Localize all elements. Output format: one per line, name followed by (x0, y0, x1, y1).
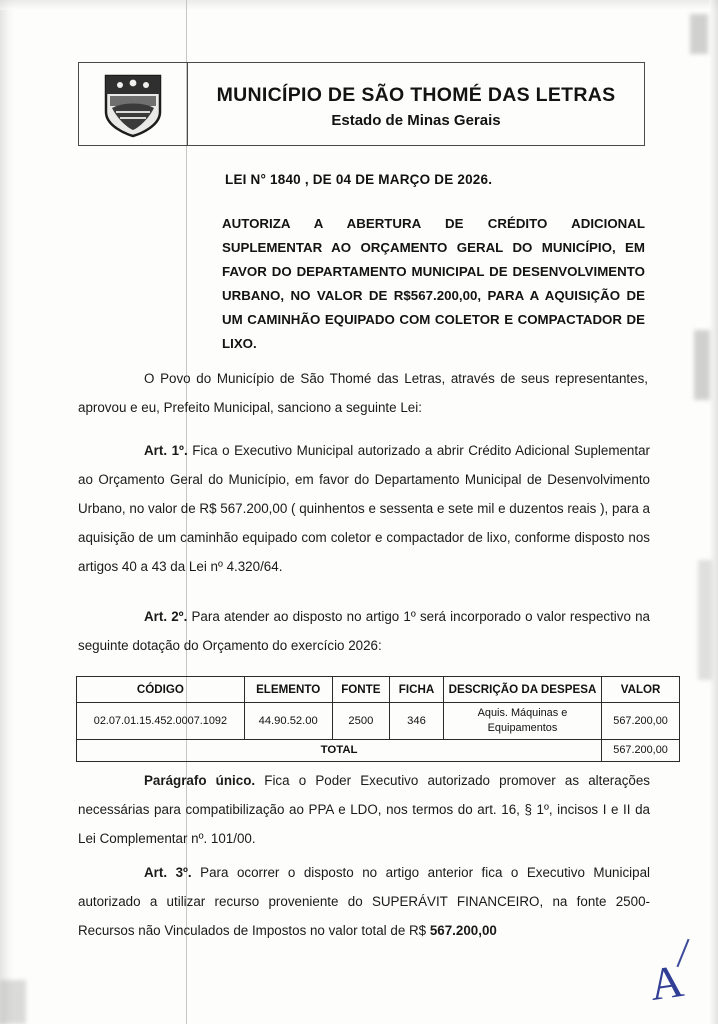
scan-smudge (694, 330, 710, 400)
law-number-line: LEI N° 1840 , DE 04 DE MARÇO DE 2026. (225, 172, 493, 187)
law-summary: AUTORIZA A ABERTURA DE CRÉDITO ADICIONAL SUPLEMENTAR AO ORÇAMENTO GERAL DO MUNICÍPIO, EM FAVOR DO DEPARTAMENTO MUNICIPAL DE DESENVOLVIMENTO URBANO, NO VALOR DE R$567.200,00, PARA A AQUISIÇÃO DE UM CAMINHÃO EQUIPADO COM COLETOR E COMPACTADOR DE LIXO. (222, 216, 645, 351)
cell-descricao: Aquis. Máquinas e Equipamentos (443, 703, 601, 740)
scan-edge-left (0, 0, 14, 1024)
handwritten-signature-icon (648, 944, 712, 1016)
scan-edge-top (0, 0, 718, 10)
scan-edge-right (709, 0, 718, 1024)
budget-table (76, 676, 680, 762)
article-2-paragraph (78, 602, 650, 660)
article-3-paragraph (78, 858, 650, 945)
state-subtitle: Estado de Minas Gerais (331, 111, 501, 129)
article-3-amount: 567.200,00 (429, 923, 497, 938)
scan-smudge (690, 14, 708, 54)
crest-cell (79, 63, 188, 145)
article-1-paragraph (78, 436, 650, 581)
article-2-text: Para atender ao disposto no artigo 1º será incorporado o valor respectivo na seguinte dotação do Orçamento do exercício 2026: (78, 609, 651, 653)
scan-smudge (0, 980, 26, 1024)
article-1-label: Art. 1º. (144, 443, 188, 458)
cell-valor: 567.200,00 (602, 703, 680, 740)
document-header (78, 62, 645, 146)
scan-smudge (698, 560, 712, 680)
col-elemento: ELEMENTO (244, 677, 332, 703)
table-total-row (77, 740, 680, 762)
preamble-paragraph: O Povo do Município de São Thomé das Letras, através de seus representantes, aprovou e eu, Prefeito Municipal, sanciono a seguinte Lei: (78, 371, 648, 415)
header-title-cell (188, 63, 644, 145)
col-valor: VALOR (602, 677, 680, 703)
coat-of-arms-icon (102, 72, 164, 136)
article-1-text: Fica o Executivo Municipal autorizado a abrir Crédito Adicional Suplementar ao Orçamento Geral do Município, em favor do Departamento Municipal de Desenvolvimento Urbano, no valor de R$ 567.200,00 ( quinhentos e sessenta e sete mil e duzentos reais ), para a aquisição de um caminhão equipado com coletor e compactador de lixo, conforme disposto nos artigos 40 a 43 da Lei nº 4.320/64. (78, 443, 650, 574)
signature-mark: A (646, 954, 687, 1011)
article-2-label: Art. 2º. (144, 609, 188, 624)
cell-ficha: 346 (390, 703, 444, 740)
total-label: TOTAL (77, 740, 602, 762)
article-3-text: Para ocorrer o disposto no artigo anterior fica o Executivo Municipal autorizado a utilizar recurso proveniente do SUPERÁVIT FINANCEIRO, na fonte 2500- Recursos não Vinculados de Impostos no valor total de R$ (78, 865, 650, 938)
col-descricao: DESCRIÇÃO DA DESPESA (443, 677, 601, 703)
paragrafo-unico-paragraph (78, 766, 650, 853)
total-value: 567.200,00 (602, 740, 680, 762)
table-row (77, 703, 680, 740)
col-fonte: FONTE (332, 677, 390, 703)
col-codigo: CÓDIGO (77, 677, 245, 703)
col-ficha: FICHA (390, 677, 444, 703)
cell-fonte: 2500 (332, 703, 390, 740)
cell-elemento: 44.90.52.00 (244, 703, 332, 740)
paragrafo-unico-text: Fica o Poder Executivo autorizado promover as alterações necessárias para compatibilização ao PPA e LDO, nos termos do art. 16, § 1º, incisos I e II da Lei Complementar nº. 101/00. (78, 773, 650, 846)
cell-codigo: 02.07.01.15.452.0007.1092 (77, 703, 245, 740)
budget-table-wrap (76, 676, 680, 762)
table-header-row (77, 677, 680, 703)
municipality-title: MUNICÍPIO DE SÃO THOMÉ DAS LETRAS (216, 83, 616, 106)
article-3-label: Art. 3º. (144, 865, 192, 880)
paragrafo-unico-label: Parágrafo único. (144, 773, 256, 788)
